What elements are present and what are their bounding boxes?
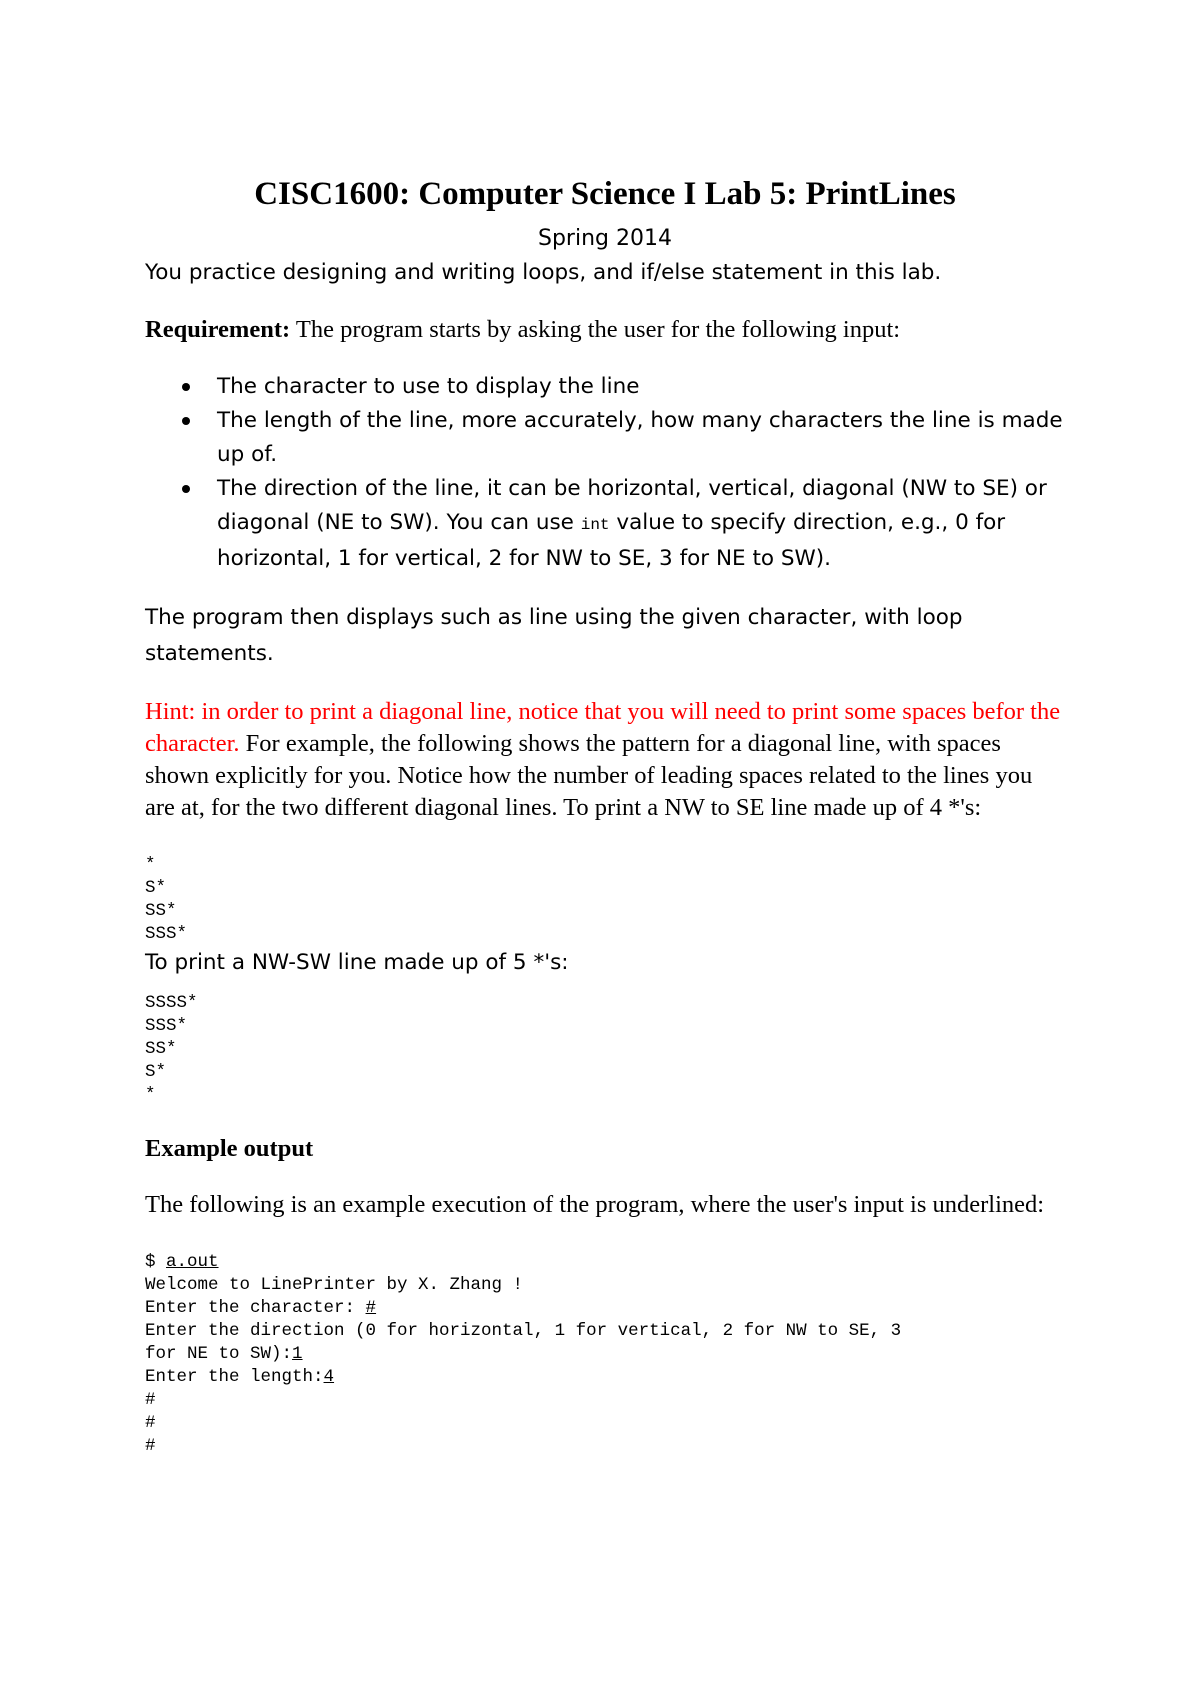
code-line: SS* — [145, 1039, 177, 1059]
user-input: 1 — [292, 1344, 303, 1364]
list-item: The direction of the line, it can be horizontal, vertical, diagonal (NW to SE) or diagonal (NE to SW). You can use int value to specify direction, e.g., 0 for horizontal, 1 for vertical, 2 for NW to SE, 3 for NE to SW). — [217, 472, 1065, 576]
code-line: Enter the length:4 — [145, 1367, 335, 1387]
example-output-heading: Example output — [145, 1135, 314, 1162]
code-line: SSS* — [145, 1016, 188, 1036]
intro-paragraph: You practice designing and writing loops, and if/else statement in this lab. — [145, 260, 942, 285]
nw-sw-label: To print a NW-SW line made up of 5 *'s: — [145, 950, 569, 975]
code-line: SS* — [145, 901, 177, 921]
document-title: CISC1600: Computer Science I Lab 5: PrintLines — [254, 176, 956, 212]
code-line: Enter the character: # — [145, 1298, 377, 1318]
requirement-label: Requirement: — [145, 316, 291, 343]
terminal-session — [145, 1251, 1065, 1458]
nw-sw-pattern-block — [145, 992, 1065, 1107]
code-line: for NE to SW):1 — [145, 1344, 303, 1364]
list-item: The length of the line, more accurately, how many characters the line is made up of. — [217, 404, 1065, 472]
code-line: $ a.out — [145, 1252, 219, 1272]
code-line: # — [145, 1436, 156, 1456]
bullet-icon — [182, 383, 190, 391]
nw-se-pattern-block — [145, 854, 1065, 946]
user-input: 4 — [323, 1367, 335, 1387]
code-line: Enter the direction (0 for horizontal, 1 for vertical, 2 for NW to SE, 3 — [145, 1321, 902, 1341]
code-line: SSSS* — [145, 993, 198, 1013]
code-line: Welcome to LinePrinter by X. Zhang ! — [145, 1275, 524, 1295]
code-line: # — [145, 1390, 156, 1410]
code-line: S* — [145, 1062, 167, 1082]
code-line: SSS* — [145, 924, 188, 944]
document-page — [145, 170, 1065, 1458]
code-line: # — [145, 1413, 156, 1433]
code-line: * — [145, 1085, 156, 1105]
bullet-icon — [182, 417, 190, 425]
hint-rest-text: For example, the following shows the pattern for a diagonal line, with spaces shown explicitly for you. Notice how the number of leading spaces related to the lines you are at, for the two different diagonal lines. To print a NW to SE line made up of 4 *'s: — [145, 730, 1033, 821]
document-subtitle: Spring 2014 — [538, 226, 672, 251]
code-line: S* — [145, 878, 167, 898]
user-input: # — [365, 1298, 377, 1318]
example-intro-paragraph: The following is an example execution of the program, where the user's input is underlined: — [145, 1191, 1045, 1218]
requirement-paragraph — [145, 314, 1065, 346]
user-input: a.out — [166, 1252, 219, 1272]
inline-code: int — [580, 516, 610, 534]
code-line: * — [145, 855, 156, 875]
hint-text: Hint: in order to print a diagonal line, notice that you will need to print some spaces befor the character. — [145, 698, 1061, 757]
list-item: The character to use to display the line — [217, 370, 1065, 404]
requirement-text: The program starts by asking the user for the following input: — [290, 316, 901, 343]
input-requirements-list — [145, 370, 1065, 576]
bullet-icon — [182, 485, 190, 493]
display-paragraph: The program then displays such as line using the given character, with loop statements. — [145, 605, 963, 666]
hint-paragraph — [145, 696, 1065, 824]
